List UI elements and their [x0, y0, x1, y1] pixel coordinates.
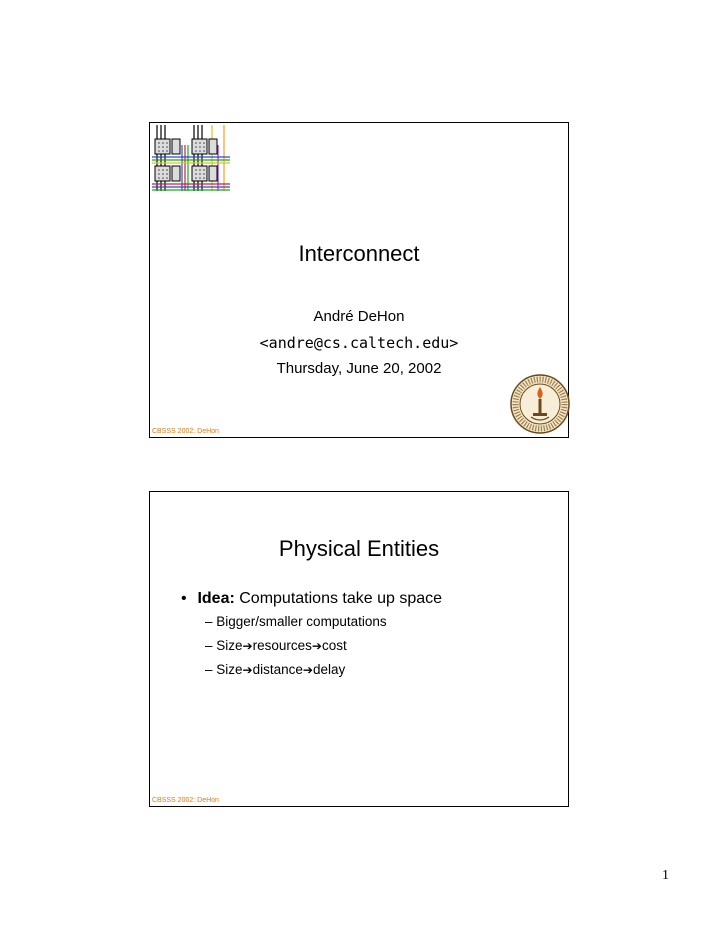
subbullet-text: Bigger/smaller computations — [216, 614, 387, 629]
subbullet-text: distance — [252, 662, 303, 677]
subbullet-text: cost — [321, 638, 347, 653]
slide-title: Interconnect — [298, 241, 420, 266]
subbullet-item — [205, 638, 347, 653]
right-arrow-icon: ➔ — [311, 639, 322, 653]
slide-2 — [149, 491, 569, 807]
bullet-item — [181, 590, 442, 608]
slide-footer: CBSSS 2002: DeHon — [152, 797, 219, 804]
subbullet-item — [205, 614, 387, 629]
bullet-text: Computations take up space — [239, 590, 443, 607]
bullet-label: Idea: — [197, 590, 235, 607]
right-arrow-icon: ➔ — [302, 663, 313, 677]
slide-1 — [149, 122, 569, 438]
slide-footer: CBSSS 2002: DeHon — [152, 428, 219, 435]
dash: – — [205, 662, 213, 677]
right-arrow-icon: ➔ — [242, 639, 253, 653]
subbullet-item — [205, 662, 345, 677]
author-name: André DeHon — [313, 308, 405, 325]
subbullet-text: resources — [252, 638, 312, 653]
dash: – — [205, 614, 213, 629]
subbullet-text: delay — [312, 662, 346, 677]
slide-title: Physical Entities — [278, 536, 440, 561]
presentation-date: Thursday, June 20, 2002 — [276, 360, 442, 377]
right-arrow-icon: ➔ — [242, 663, 253, 677]
subbullet-text: Size — [216, 638, 243, 653]
subbullet-text: Size — [216, 662, 243, 677]
dash: – — [205, 638, 213, 653]
caltech-seal-icon — [509, 373, 571, 435]
bullet-dot: • — [181, 590, 187, 607]
fpga-interconnect-grid-icon — [152, 125, 232, 197]
page-number: 1 — [662, 868, 669, 883]
author-email: <andre@cs.caltech.edu> — [259, 334, 459, 352]
